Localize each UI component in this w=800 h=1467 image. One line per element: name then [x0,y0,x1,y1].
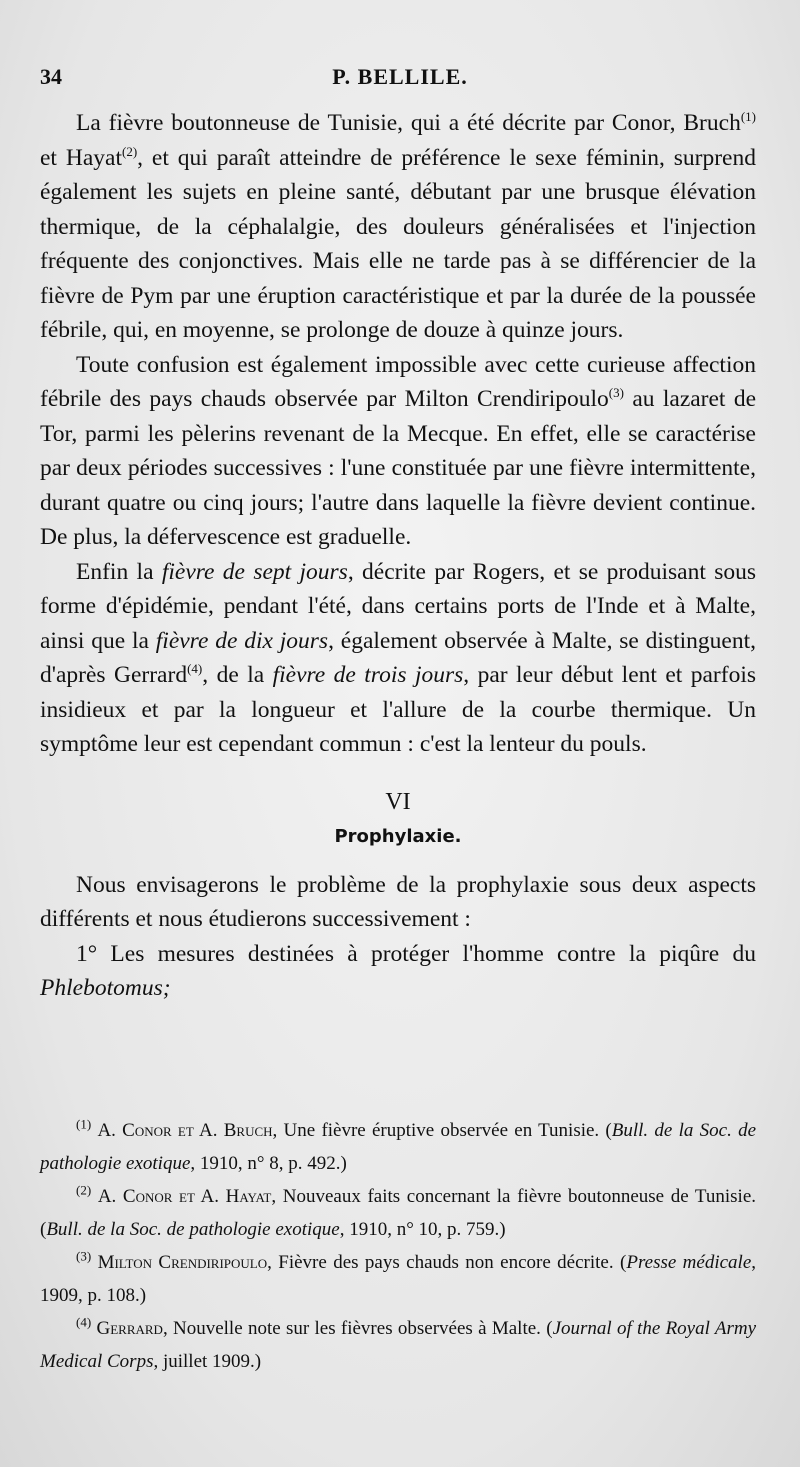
footnote-ref-4[interactable]: (4) [187,661,203,677]
footnote-3: $^{(3)}$ Milton Crendiripoulo, Fièvre des pays chauds non encore décrite. (Presse médicale, 1909, p. 108.) [40,1248,757,1306]
footnote-2: $^{(2)}$ A. Conor et A. Hayat, Nouveaux faits concernant la fièvre boutonneuse de Tunisie. (Bull. de la Soc. de pathologie exotique, 1910, n° 10, p. 759.) [40,1182,757,1240]
footnote-1: $^{(1)}$ A. Conor et A. Bruch, Une fièvre éruptive observée en Tunisie. (Bull. de la Soc. de pathologie exotique, 1910, n° 8, p. 492.) [40,1116,757,1174]
paragraph-4: Nous envisagerons le problème de la prophylaxie sous deux aspects différents et nous étudierons successivement : [40,871,756,932]
page-header [40,64,760,94]
section-title: Prophylaxie. [334,825,462,847]
running-title: P. BELLILE. [332,64,468,89]
footnote-4: $^{(4)}$ Gerrard, Nouvelle note sur les fièvres observées à Malte. (Journal of the Royal Army Medical Corps, juillet 1909.) [40,1314,757,1372]
footnote-ref-3[interactable]: (3) [608,385,624,401]
footnote-ref-1[interactable]: (1) [740,109,756,125]
footnotes [40,1114,756,1378]
footnote-ref-2[interactable]: (2) [121,143,138,159]
paragraph-2: Toute confusion est également impossible avec cette curieuse affection fébrile des pays chauds observée par Milton Crendiripoulo$^{(3)}$ au lazaret de Tor, parmi les pèlerins revenant de la Mecque. En effet, elle se caractérise par deux périodes successives : l'une constituée par une fièvre intermittente, durant quatre ou cinq jours; l'autre dans laquelle la fièvre devient continue. De plus, la défervescence est graduelle. [40,351,756,550]
paragraph-3: Enfin la fièvre de sept jours, décrite par Rogers, et se produisant sous forme d'épidémie, pendant l'été, dans certains ports de l'Inde et à Malte, ainsi que la fièvre de dix jours, également observée à Malte, se distinguent, d'après Gerrard$^{(4)}$, de la fièvre de trois jours, par leur début lent et parfois insidieux et par la longueur et l'allure de la courbe thermique. Un symptôme leur est cependant commun : c'est la lenteur du pouls. [40,558,757,757]
main-text [40,106,756,1006]
paragraph-1: La fièvre boutonneuse de Tunisie, qui a été décrite par Conor, Bruch$^{(1)}$ et Hayat$^{(2)}$, et qui paraît atteindre de préférence le sexe féminin, surprend également les sujets en pleine santé, débutant par une brusque élévation thermique, de la céphalalgie, des douleurs généralisées et l'injection fréquente des conjonctives. Mais elle ne tarde pas à se différencier de la fièvre de Pym par une éruption caractéristique et par la durée de la poussée fébrile, qui, en moyenne, se prolonge de douze à quinze jours. [40,109,756,343]
page-number: 34 [40,64,62,89]
paragraph-5: 1° Les mesures destinées à protéger l'homme contre la piqûre du Phlebotomus; [40,940,756,1001]
section-number: VI [385,788,411,815]
